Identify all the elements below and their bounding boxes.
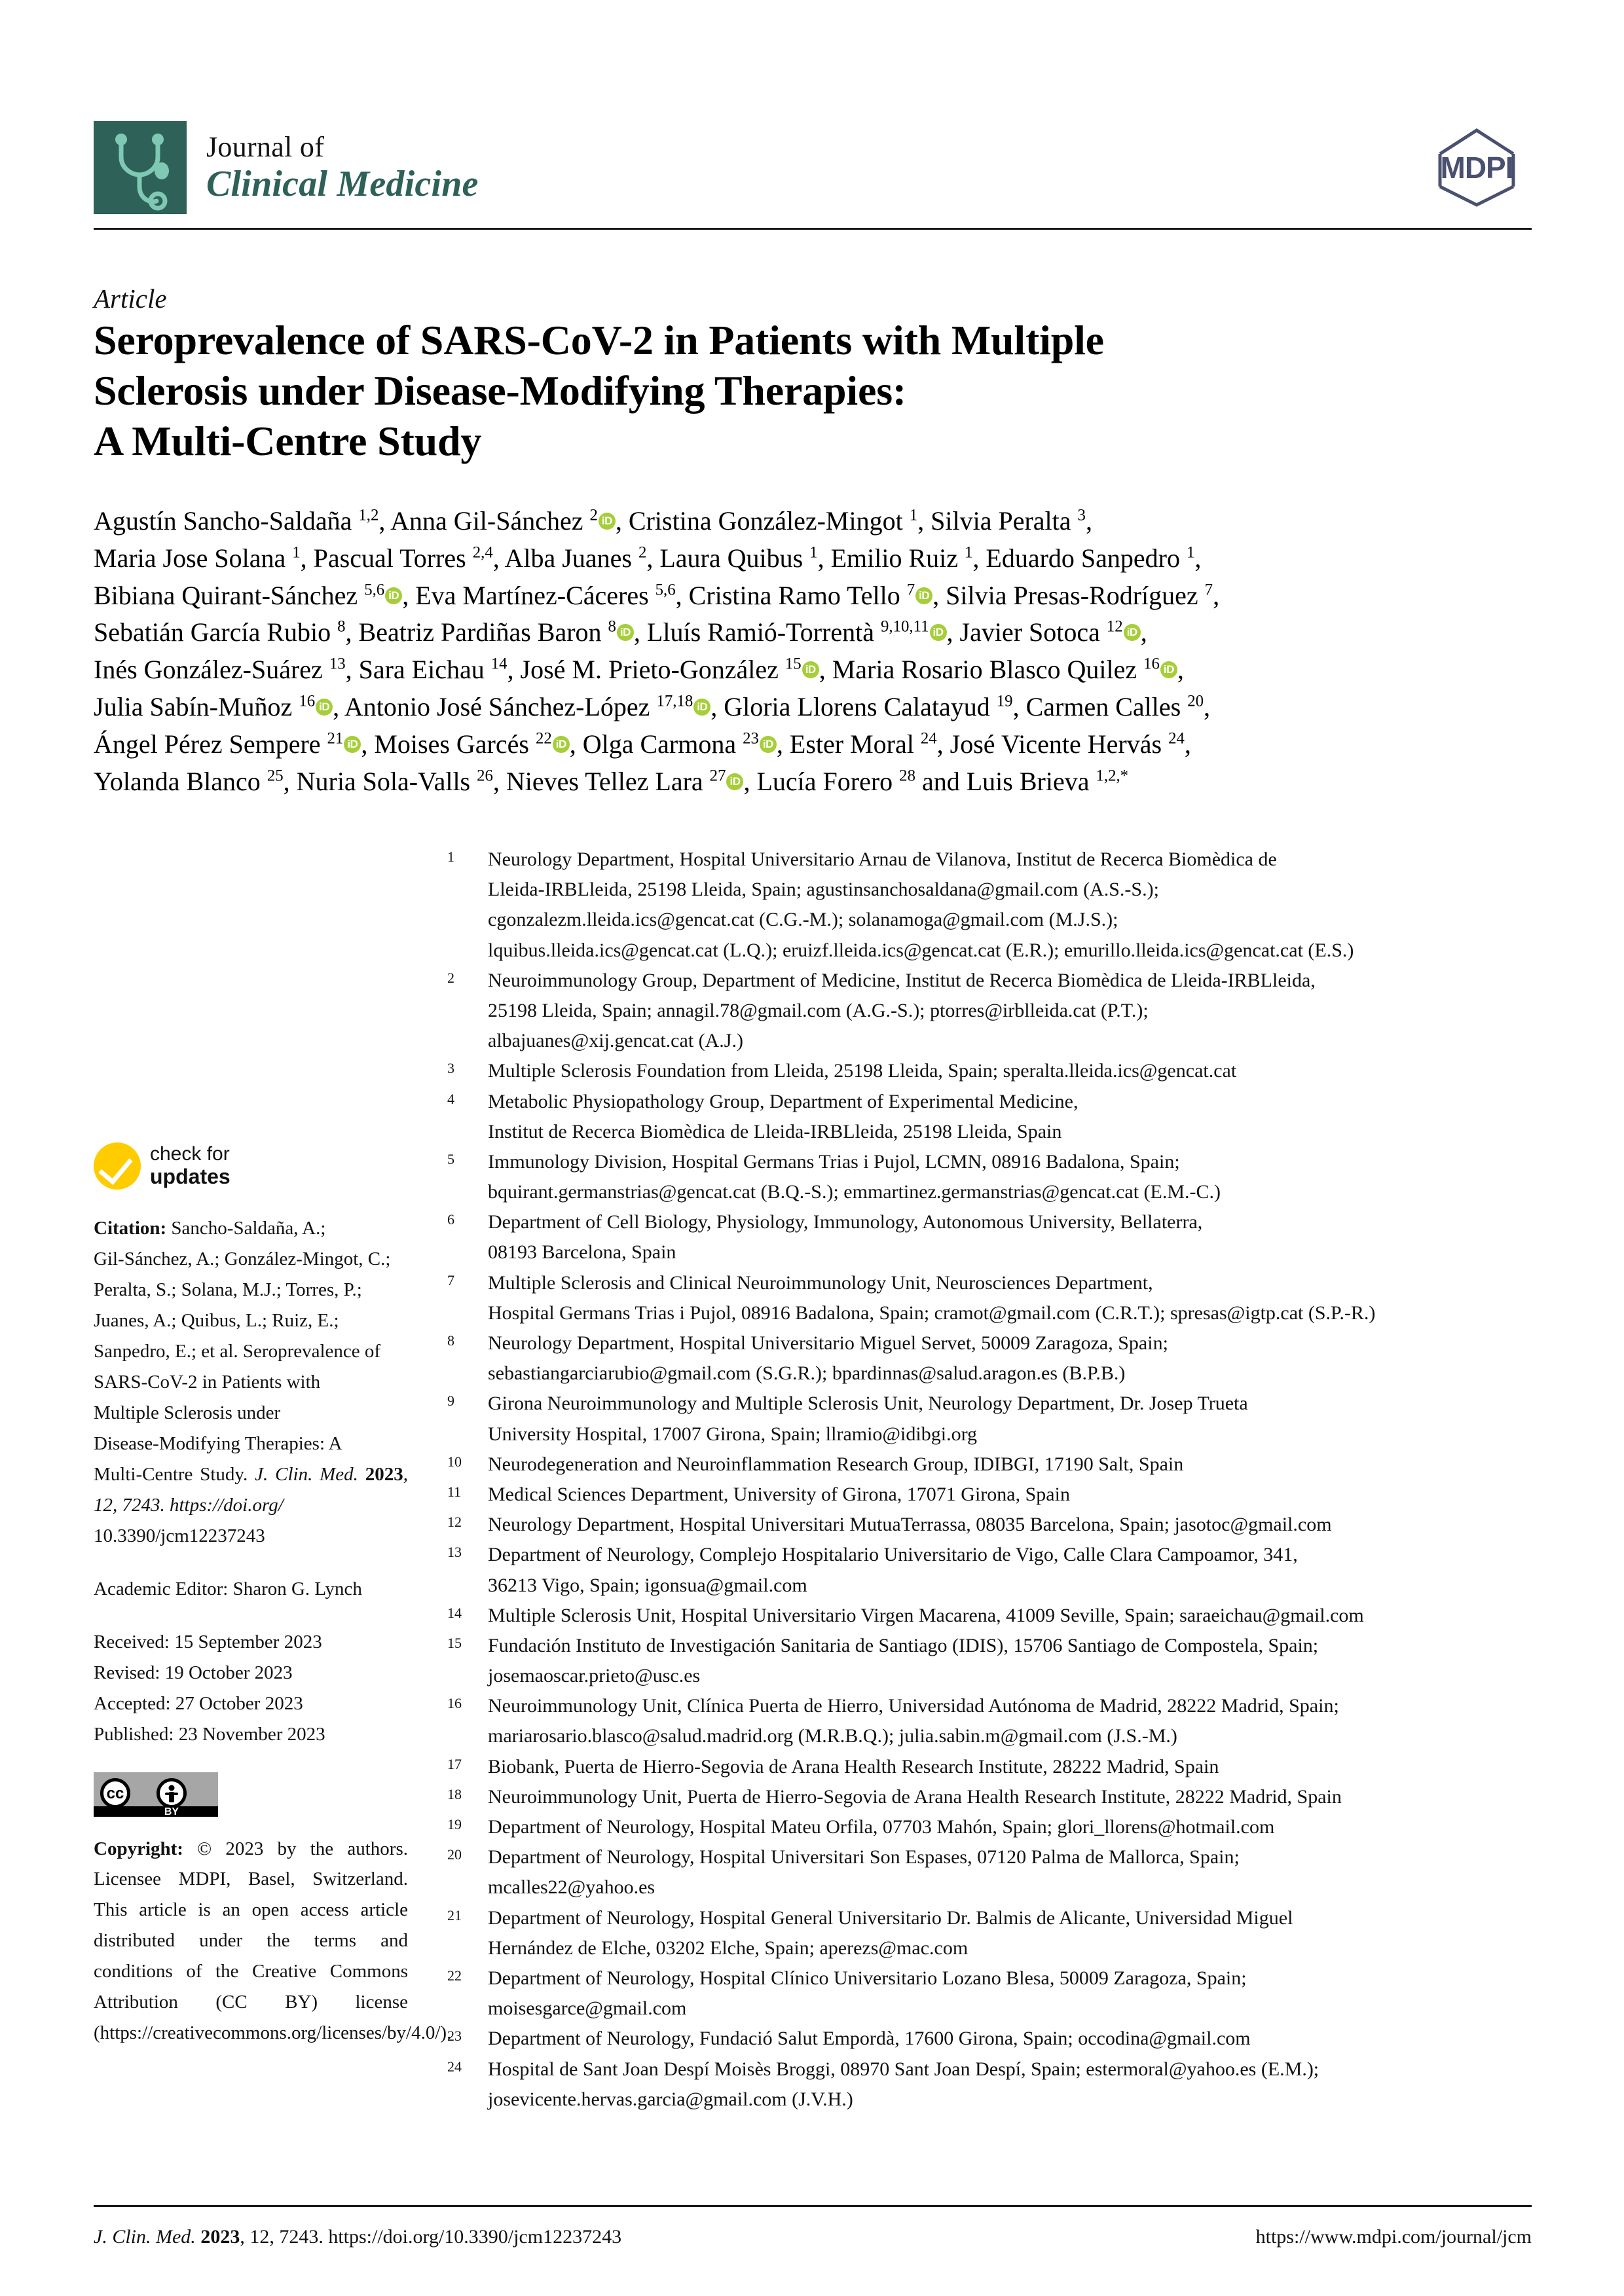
affiliation-text bbox=[488, 1087, 1534, 1147]
affiliation-line: lquibus.lleida.ics@gencat.cat (L.Q.); eruizf.lleida.ics@gencat.cat (E.R.); emurillo.lleida.ics@gencat.cat (E.S.) bbox=[488, 939, 1354, 961]
mdpi-logo bbox=[1422, 126, 1532, 209]
affiliation-text bbox=[488, 1842, 1534, 1903]
affiliation-item bbox=[447, 845, 1534, 966]
affiliation-line: bquirant.germanstrias@gencat.cat (B.Q.-S.); emmartinez.germanstrias@gencat.cat (E.M.-C.) bbox=[488, 1181, 1221, 1203]
check-for-updates-badge[interactable] bbox=[94, 1142, 408, 1190]
cc-circle-icon: cc bbox=[100, 1778, 130, 1808]
orcid-icon[interactable]: iD bbox=[930, 624, 947, 641]
author-line: Julia Sabín-Muñoz $^{16}$ iD , Antonio José Sánchez-López $^{17,18}$ iD , Gloria Llorens Calatayud $^{19}$, Carmen Calles $^{20}$, bbox=[94, 691, 1210, 721]
orcid-icon[interactable]: iD bbox=[617, 624, 634, 641]
affiliation-line: Neuroimmunology Unit, Puerta de Hierro-Segovia de Arana Health Research Institute, 28222 Madrid, Spain bbox=[488, 1785, 1342, 1808]
journal-brand bbox=[94, 121, 479, 214]
author-line: Sebatián García Rubio $^8$, Beatriz Pardiñas Baron $^8$ iD , Lluís Ramió-Torrentà $^{9,10,11}$ iD , Javier Sotoca $^{12}$ iD , bbox=[94, 617, 1147, 647]
author-line: Bibiana Quirant-Sánchez $^{5,6}$ iD , Eva Martínez-Cáceres $^{5,6}$, Cristina Ramo Tello $^7$ iD , Silvia Presas-Rodríguez $^7$, bbox=[94, 580, 1220, 610]
journal-names bbox=[206, 132, 479, 204]
affiliation-number: 7 bbox=[447, 1271, 454, 1288]
affiliation-text bbox=[488, 1207, 1534, 1267]
affiliation-item bbox=[447, 1842, 1534, 1903]
affiliation-line: cgonzalezm.lleida.ics@gencat.cat (C.G.-M.); solanamoga@gmail.com (M.J.S.); bbox=[488, 909, 1118, 931]
citation-line: Gil-Sánchez, A.; González-Mingot, C.; bbox=[94, 1248, 391, 1269]
affiliation-line: 36213 Vigo, Spain; igonsua@gmail.com bbox=[488, 1574, 807, 1596]
affiliation-number: 23 bbox=[447, 2028, 462, 2045]
affiliation-text bbox=[488, 1963, 1534, 2024]
article-type-label: Article bbox=[94, 283, 167, 314]
author-list bbox=[94, 503, 1528, 800]
affiliation-text bbox=[488, 1510, 1534, 1540]
affiliation-list bbox=[447, 845, 1534, 2115]
citation-journal: J. Clin. Med. bbox=[255, 1463, 358, 1485]
affiliation-text bbox=[488, 1601, 1534, 1631]
citation-line: Multiple Sclerosis under bbox=[94, 1402, 281, 1423]
affiliation-text bbox=[488, 1147, 1534, 1207]
affiliation-line: Department of Neurology, Hospital Mateu Orfila, 07703 Mahón, Spain; glori_llorens@hotmail.com bbox=[488, 1816, 1275, 1838]
affiliation-line: josevicente.hervas.garcia@gmail.com (J.V.H.) bbox=[488, 2088, 853, 2110]
published-date: Published: 23 November 2023 bbox=[94, 1723, 325, 1745]
journal-of-label: Journal of bbox=[206, 131, 325, 163]
affiliation-text bbox=[488, 1480, 1534, 1510]
affiliation-text bbox=[488, 1449, 1534, 1480]
citation-year: 2023 bbox=[365, 1463, 403, 1485]
revised-date: Revised: 19 October 2023 bbox=[94, 1662, 293, 1683]
affiliation-line: 25198 Lleida, Spain; annagil.78@gmail.com (A.G.-S.); ptorres@irblleida.cat (P.T.); bbox=[488, 999, 1149, 1021]
title-line-3: A Multi-Centre Study bbox=[94, 417, 482, 464]
affiliation-number: 13 bbox=[447, 1544, 462, 1561]
mdpi-wordmark: MDPI bbox=[1440, 151, 1513, 185]
affiliation-line: Institut de Recerca Biomèdica de Lleida-IRBLleida, 25198 Lleida, Spain bbox=[488, 1120, 1062, 1142]
by-person-icon bbox=[157, 1778, 187, 1808]
affiliation-line: Lleida-IRBLleida, 25198 Lleida, Spain; agustinsanchosaldana@gmail.com (A.S.-S.); bbox=[488, 879, 1159, 901]
affiliation-line: Department of Neurology, Hospital Universitari Son Espases, 07120 Palma de Mallorca, Spain; bbox=[488, 1846, 1240, 1868]
affiliation-item bbox=[447, 1087, 1534, 1147]
author-line: Ángel Pérez Sempere $^{21}$ iD , Moises Garcés $^{22}$ iD , Olga Carmona $^{23}$ iD , Ester Moral $^{24}$, José Vicente Hervás $^{24}$, bbox=[94, 729, 1191, 759]
affiliation-number: 9 bbox=[447, 1393, 454, 1410]
journal-title: Clinical Medicine bbox=[206, 163, 479, 204]
affiliation-item bbox=[447, 1056, 1534, 1086]
author-line: Agustín Sancho-Saldaña $^{1,2}$, Anna Gil-Sánchez $^2$ iD , Cristina González-Mingot $^1$, Silvia Peralta $^3$, bbox=[94, 506, 1092, 536]
affiliation-line: 08193 Barcelona, Spain bbox=[488, 1241, 676, 1264]
title-line-2: Sclerosis under Disease-Modifying Therapies: bbox=[94, 367, 907, 414]
citation-line: Juanes, A.; Quibus, L.; Ruiz, E.; bbox=[94, 1309, 339, 1331]
accepted-date: Accepted: 27 October 2023 bbox=[94, 1692, 303, 1714]
check-for-updates-line1: check for bbox=[150, 1143, 230, 1165]
affiliation-number: 6 bbox=[447, 1211, 454, 1228]
citation-label: Citation: bbox=[94, 1218, 167, 1239]
affiliation-line: Neurodegeneration and Neuroinflammation Research Group, IDIBGI, 17190 Salt, Spain bbox=[488, 1453, 1184, 1475]
citation-doi[interactable]: 10.3390/jcm12237243 bbox=[94, 1525, 265, 1546]
citation-block bbox=[94, 1213, 408, 1552]
affiliation-number: 1 bbox=[447, 848, 454, 865]
affiliation-item bbox=[447, 1510, 1534, 1540]
affiliation-number: 21 bbox=[447, 1906, 462, 1923]
footer-citation bbox=[94, 2226, 621, 2248]
affiliation-line: Department of Neurology, Hospital General Universitario Dr. Balmis de Alicante, Universidad Miguel bbox=[488, 1906, 1293, 1929]
affiliation-line: Hernández de Elche, 03202 Elche, Spain; aperezs@mac.com bbox=[488, 1937, 969, 1959]
affiliation-line: Department of Neurology, Complejo Hospitalario Universitario de Vigo, Calle Clara Campoamor, 341, bbox=[488, 1544, 1298, 1566]
affiliation-text bbox=[488, 1812, 1534, 1842]
affiliation-line: mariarosario.blasco@salud.madrid.org (M.R.B.Q.); julia.sabin.m@gmail.com (J.S.-M.) bbox=[488, 1725, 1177, 1747]
affiliation-line: Biobank, Puerta de Hierro-Segovia de Arana Health Research Institute, 28222 Madrid, Spain bbox=[488, 1755, 1219, 1777]
citation-first: Sancho-Saldaña, A.; bbox=[166, 1218, 326, 1239]
orcid-icon[interactable]: iD bbox=[760, 736, 777, 753]
affiliation-text bbox=[488, 1540, 1534, 1600]
orcid-icon[interactable]: iD bbox=[385, 587, 402, 604]
affiliation-item bbox=[447, 1480, 1534, 1510]
orcid-icon[interactable]: iD bbox=[1124, 624, 1141, 641]
page-title bbox=[94, 316, 1436, 466]
affiliation-item bbox=[447, 1631, 1534, 1691]
affiliation-text bbox=[488, 1903, 1534, 1963]
affiliation-line: Neurology Department, Hospital Universitario Arnau de Vilanova, Institut de Recerca Biomèdica de bbox=[488, 848, 1277, 870]
orcid-icon[interactable]: iD bbox=[802, 661, 819, 678]
affiliation-text bbox=[488, 1782, 1534, 1812]
affiliation-line: Medical Sciences Department, University of Girona, 17071 Girona, Spain bbox=[488, 1483, 1070, 1505]
affiliation-item bbox=[447, 2024, 1534, 2054]
affiliation-item bbox=[447, 1963, 1534, 2024]
affiliation-line: University Hospital, 17007 Girona, Spain; llramio@idibgi.org bbox=[488, 1423, 978, 1445]
affiliation-number: 8 bbox=[447, 1332, 454, 1349]
citation-volume-page: , 12, 7243. https://doi.org/ bbox=[94, 1463, 409, 1516]
affiliation-number: 18 bbox=[447, 1785, 462, 1802]
citation-line: Peralta, S.; Solana, M.J.; Torres, P.; bbox=[94, 1279, 362, 1300]
affiliation-line: sebastiangarciarubio@gmail.com (S.G.R.); bpardinnas@salud.aragon.es (B.P.B.) bbox=[488, 1362, 1126, 1385]
academic-editor: Academic Editor: Sharon G. Lynch bbox=[94, 1578, 362, 1599]
dates-block bbox=[94, 1627, 408, 1750]
affiliation-number: 16 bbox=[447, 1695, 462, 1712]
citation-line: Multi-Centre Study. bbox=[94, 1463, 248, 1485]
affiliation-item bbox=[447, 1268, 1534, 1328]
orcid-icon[interactable]: iD bbox=[915, 587, 932, 604]
author-line: Maria Jose Solana $^1$, Pascual Torres $^{2,4}$, Alba Juanes $^2$, Laura Quibus $^1$, Emilio Ruiz $^1$, Eduardo Sanpedro $^1$, bbox=[94, 543, 1202, 573]
affiliation-number: 2 bbox=[447, 969, 454, 986]
sidebar bbox=[94, 1142, 452, 2071]
creative-commons-icon[interactable] bbox=[94, 1772, 218, 1817]
citation-line: Sanpedro, E.; et al. Seroprevalence of bbox=[94, 1340, 381, 1362]
affiliation-number: 15 bbox=[447, 1634, 462, 1651]
stethoscope-icon bbox=[94, 121, 187, 214]
page-header bbox=[94, 122, 1532, 213]
affiliation-item bbox=[447, 2054, 1534, 2115]
checkmark-icon bbox=[94, 1142, 141, 1190]
footer-journal: J. Clin. Med. bbox=[94, 2226, 196, 2248]
affiliation-number: 5 bbox=[447, 1150, 454, 1167]
page-footer bbox=[94, 2226, 1532, 2248]
affiliation-line: moisesgarce@gmail.com bbox=[488, 1997, 687, 2020]
affiliation-number: 11 bbox=[447, 1483, 462, 1500]
orcid-icon[interactable]: iD bbox=[1160, 661, 1177, 678]
affiliation-line: Hospital Germans Trias i Pujol, 08916 Badalona, Spain; cramot@gmail.com (C.R.T.); spresas@igtp.cat (S.P.-R.) bbox=[488, 1302, 1376, 1324]
affiliation-line: Multiple Sclerosis and Clinical Neuroimmunology Unit, Neurosciences Department, bbox=[488, 1271, 1153, 1294]
affiliation-number: 19 bbox=[447, 1816, 462, 1832]
affiliation-number: 14 bbox=[447, 1604, 462, 1621]
affiliation-item bbox=[447, 1207, 1534, 1267]
affiliation-text bbox=[488, 1752, 1534, 1782]
affiliation-line: Department of Neurology, Hospital Clínico Universitario Lozano Blesa, 50009 Zaragoza, Spain; bbox=[488, 1967, 1247, 1989]
affiliation-item bbox=[447, 1601, 1534, 1631]
orcid-icon[interactable]: iD bbox=[344, 736, 361, 753]
orcid-icon[interactable]: iD bbox=[726, 773, 743, 790]
affiliation-item bbox=[447, 1752, 1534, 1782]
affiliation-number: 12 bbox=[447, 1514, 462, 1531]
orcid-icon[interactable]: iD bbox=[316, 699, 333, 716]
affiliation-text bbox=[488, 966, 1534, 1057]
copyright-label: Copyright: bbox=[94, 1838, 183, 1859]
check-for-updates-line2: updates bbox=[150, 1164, 231, 1188]
author-line: Inés González-Suárez $^{13}$, Sara Eichau $^{14}$, José M. Prieto-González $^{15}$ iD , Maria Rosario Blasco Quilez $^{16}$ iD , bbox=[94, 655, 1184, 685]
affiliation-item bbox=[447, 966, 1534, 1057]
affiliation-line: Department of Cell Biology, Physiology, Immunology, Autonomous University, Bellaterra, bbox=[488, 1211, 1203, 1233]
affiliation-line: Neuroimmunology Group, Department of Medicine, Institut de Recerca Biomèdica de Lleida-IRBLleida, bbox=[488, 969, 1316, 991]
affiliation-text bbox=[488, 845, 1534, 966]
affiliation-item bbox=[447, 1691, 1534, 1751]
orcid-icon[interactable]: iD bbox=[599, 513, 616, 530]
affiliation-number: 4 bbox=[447, 1090, 454, 1107]
affiliation-line: josemaoscar.prieto@usc.es bbox=[488, 1665, 701, 1687]
title-line-1: Seroprevalence of SARS-CoV-2 in Patients with Multiple bbox=[94, 317, 1104, 363]
cc-strip bbox=[94, 1806, 218, 1817]
orcid-icon[interactable]: iD bbox=[553, 736, 570, 753]
affiliation-line: Hospital de Sant Joan Despí Moisès Broggi, 08970 Sant Joan Despí, Spain; estermoral@yahoo.es (E.M.); bbox=[488, 2058, 1320, 2080]
orcid-icon[interactable]: iD bbox=[693, 699, 710, 716]
footer-year: 2023 bbox=[200, 2226, 240, 2248]
footer-divider bbox=[94, 2205, 1532, 2207]
affiliation-text bbox=[488, 1691, 1534, 1751]
affiliation-number: 22 bbox=[447, 1967, 462, 1984]
affiliation-item bbox=[447, 1449, 1534, 1480]
affiliation-text bbox=[488, 2054, 1534, 2115]
affiliation-line: Metabolic Physiopathology Group, Department of Experimental Medicine, bbox=[488, 1090, 1079, 1112]
affiliation-line: Girona Neuroimmunology and Multiple Sclerosis Unit, Neurology Department, Dr. Josep Trueta bbox=[488, 1393, 1248, 1415]
affiliation-text bbox=[488, 1328, 1534, 1389]
affiliation-text bbox=[488, 1631, 1534, 1691]
affiliation-number: 17 bbox=[447, 1755, 462, 1772]
footer-rest: , 12, 7243. https://doi.org/10.3390/jcm12237243 bbox=[240, 2226, 622, 2248]
citation-line: SARS-CoV-2 in Patients with bbox=[94, 1371, 321, 1393]
affiliation-item bbox=[447, 1328, 1534, 1389]
affiliation-item bbox=[447, 1903, 1534, 1963]
affiliation-line: Neurology Department, Hospital Universitario Miguel Servet, 50009 Zaragoza, Spain; bbox=[488, 1332, 1168, 1354]
citation-line: Disease-Modifying Therapies: A bbox=[94, 1432, 342, 1454]
affiliation-line: albajuanes@xij.gencat.cat (A.J.) bbox=[488, 1030, 743, 1052]
affiliation-item bbox=[447, 1389, 1534, 1449]
received-date: Received: 15 September 2023 bbox=[94, 1631, 322, 1652]
affiliation-text bbox=[488, 1056, 1534, 1086]
affiliation-text bbox=[488, 2024, 1534, 2054]
copyright-text: © 2023 by the authors. Licensee MDPI, Basel, Switzerland. This article is an open access article distributed under the terms and conditions of the Creative Commons Attribution (CC BY) license (https://creativecommons.org/licenses/by/4.0/). bbox=[94, 1838, 452, 2044]
affiliation-text bbox=[488, 1389, 1534, 1449]
affiliation-line: Immunology Division, Hospital Germans Trias i Pujol, LCMN, 08916 Badalona, Spain; bbox=[488, 1150, 1180, 1173]
affiliation-number: 20 bbox=[447, 1846, 462, 1863]
affiliation-line: Department of Neurology, Fundació Salut Empordà, 17600 Girona, Spain; occodina@gmail.com bbox=[488, 2028, 1251, 2050]
affiliation-item bbox=[447, 1147, 1534, 1207]
affiliation-item bbox=[447, 1782, 1534, 1812]
affiliation-item bbox=[447, 1812, 1534, 1842]
affiliation-line: Neuroimmunology Unit, Clínica Puerta de Hierro, Universidad Autónoma de Madrid, 28222 Madrid, Spain; bbox=[488, 1695, 1339, 1717]
affiliation-line: Multiple Sclerosis Unit, Hospital Universitario Virgen Macarena, 41009 Seville, Spain; saraeichau@gmail.com bbox=[488, 1604, 1364, 1626]
affiliation-line: mcalles22@yahoo.es bbox=[488, 1876, 655, 1899]
affiliation-line: Fundación Instituto de Investigación Sanitaria de Santiago (IDIS), 15706 Santiago de Compostela, Spain; bbox=[488, 1634, 1319, 1656]
author-line: Yolanda Blanco $^{25}$, Nuria Sola-Valls $^{26}$, Nieves Tellez Lara $^{27}$ iD , Lucía Forero $^{28}$ and Luis Brieva $^{1,2,*}$ bbox=[94, 766, 1129, 796]
affiliation-text bbox=[488, 1268, 1534, 1328]
footer-journal-url[interactable]: https://www.mdpi.com/journal/jcm bbox=[1255, 2226, 1532, 2248]
affiliation-number: 24 bbox=[447, 2058, 462, 2075]
copyright-block bbox=[94, 1834, 452, 2049]
affiliation-number: 3 bbox=[447, 1060, 454, 1077]
header-divider bbox=[94, 228, 1532, 230]
affiliation-item bbox=[447, 1540, 1534, 1600]
affiliation-line: Neurology Department, Hospital Universitari MutuaTerrassa, 08035 Barcelona, Spain; jasotoc@gmail.com bbox=[488, 1514, 1332, 1536]
cc-by-label: BY bbox=[164, 1806, 179, 1817]
affiliation-line: Multiple Sclerosis Foundation from Lleida, 25198 Lleida, Spain; speralta.lleida.ics@gencat.cat bbox=[488, 1060, 1237, 1082]
affiliation-number: 10 bbox=[447, 1453, 462, 1470]
